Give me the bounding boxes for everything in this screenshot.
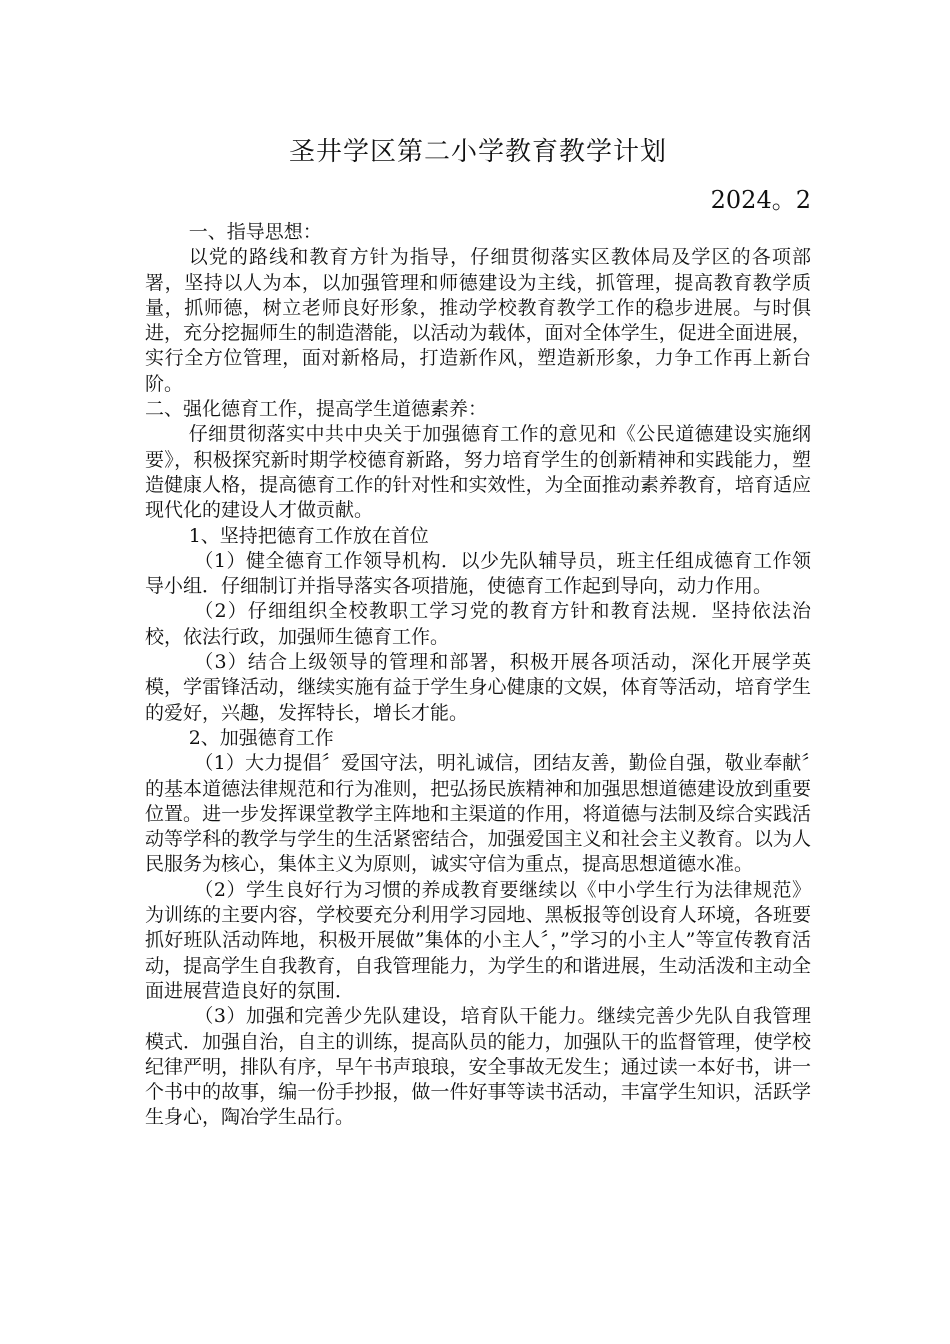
- paragraph: （3）加强和完善少先队建设，培育队干能力。继续完善少先队自我管理模式．加强自治，自主的训练，提高队员的能力，加强队干的监督管理，使学校纪律严明，排队有序，早午书声琅琅，安全事故无发生；通过读一本好书，讲一个书中的故事，编一份手抄报，做一件好事等读书活动，丰富学生知识，活跃学生身心，陶冶学生品行。: [145, 1005, 811, 1129]
- paragraph: （3）结合上级领导的管理和部署，积极开展各项活动，深化开展学英模，学雷锋活动，继续实施有益于学生身心健康的文娱，体育等活动，培育学生的爱好，兴趣，发挥特长，增长才能。: [145, 651, 811, 724]
- document-title: 圣井学区第二小学教育教学计划: [288, 137, 667, 167]
- section-heading-2: 二、强化德育工作，提高学生道德素养：: [145, 398, 488, 421]
- document-date: 2024。2: [710, 186, 811, 214]
- paragraph: （1）大力提倡〞爱国守法，明礼诚信，团结友善，勤俭自强，敬业奉献〞的基本道德法律规范和行为准则，把弘扬民族精神和加强思想道德建设放到重要位置。进一步发挥课堂教学主阵地和主渠道的作用，将道德与法制及综合实践活动等学科的教学与学生的生活紧密结合，加强爱国主义和社会主义教育。以为人民服务为核心，集体主义为原则，诚实守信为重点，提高思想道德水准。: [145, 752, 811, 876]
- paragraph: 以党的路线和教育方针为指导，仔细贯彻落实区教体局及学区的各项部署，坚持以人为本，以加强管理和师德建设为主线，抓管理，提高教育教学质量，抓师德，树立老师良好形象，推动学校教育教学工作的稳步进展。与时俱进，充分挖掘师生的制造潜能，以活动为载体，面对全体学生，促进全面进展，实行全方位管理，面对新格局，打造新作风，塑造新形象，力争工作再上新台阶。: [145, 246, 811, 395]
- section-heading-1: 一、指导思想：: [188, 221, 322, 243]
- paragraph: （2）学生良好行为习惯的养成教育要继续以《中小学生行为法律规范》为训练的主要内容，学校要充分利用学习园地、黑板报等创设育人环境，各班要抓好班队活动阵地，积极开展做”集体的小主人〞，”学习的小主人”等宣传教育活动，提高学生自我教育，自我管理能力，为学生的和谐进展，生动活泼和主动全面进展营造良好的氛围．: [145, 878, 811, 1002]
- subsection-heading-2: 2、加强德育工作: [188, 726, 334, 749]
- document-page: [145, 134, 811, 1131]
- paragraph: （2）仔细组织全校教职工学习党的教育方针和教育法规．坚持依法治校，依法行政，加强师生德育工作。: [145, 600, 811, 648]
- paragraph: （1）健全德育工作领导机构．以少先队辅导员，班主任组成德育工作领导小组．仔细制订并指导落实各项措施，使德育工作起到导向，动力作用。: [145, 549, 811, 598]
- paragraph: 仔细贯彻落实中共中央关于加强德育工作的意见和《公民道德建设实施纲要》，积极探究新时期学校德育新路，努力培育学生的创新精神和实践能力，塑造健康人格，提高德育工作的针对性和实效性，为全面推动素养教育，培育适应现代化的建设人才做贡献。: [145, 423, 811, 522]
- subsection-heading-1: 1、坚持把德育工作放在首位: [188, 524, 429, 547]
